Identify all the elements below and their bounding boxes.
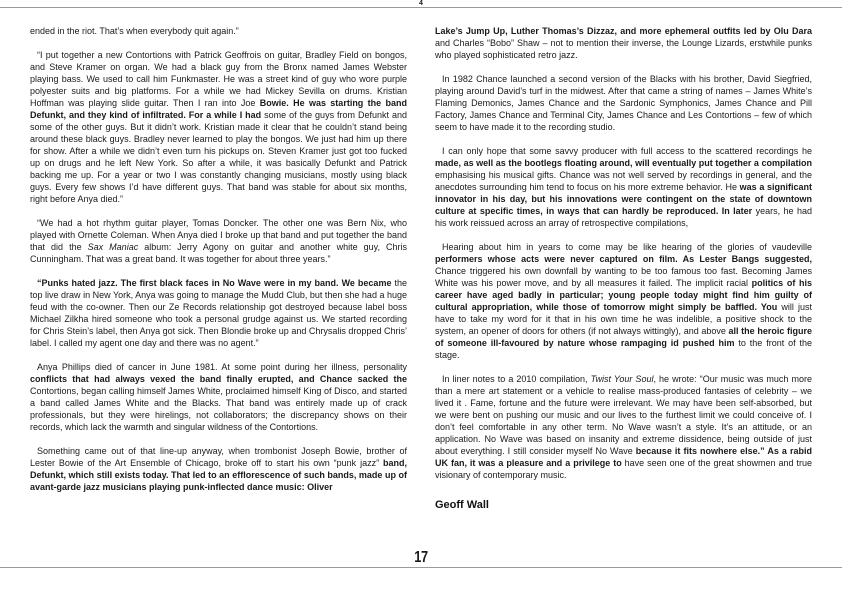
bold-text-run: Lake’s Jump Up, Luther Thomas’s Dizzaz, and more ephemeral outfits led by Olu Dara: [435, 26, 812, 36]
right-text-column: [435, 25, 812, 511]
text-run: have seen one of the great showmen and true visionary of contemporary music.: [435, 458, 812, 480]
paragraph: [435, 145, 812, 229]
text-run: Anya Phillips died of cancer in June 1981. At some point during her illness, personality: [37, 362, 407, 372]
text-run: In 1982 Chance launched a second version of the Blacks with his brother, David Siegfried, playing around David’s turf in the midwest. After that came a string of names – James White’s Flaming Demonics, James Chance and the Sardonic Symphonics, James Chance and Pill Factory, James Chance and Terminal City, James Chance and Les Contortions – few of which seem to have made it to the recording studio.: [435, 74, 812, 132]
text-run: album: Jerry Agony on guitar and another white guy, Chris Cunningham. That was a great band. It was together for about three years.”: [30, 242, 407, 264]
left-text-column: [30, 25, 407, 505]
paragraph: [30, 277, 407, 349]
text-run: Something came out of that line-up anyway, when trombonist Joseph Bowie, brother of Lester Bowie of the Art Ensemble of Chicago, broke off to start his own “punk jazz”: [30, 446, 407, 468]
text-run: ended in the riot. That’s when everybody quit again.”: [30, 26, 239, 36]
bold-text-run: because it fits nowhere else.” As a rabid UK fan, it was a pleasure and a privilege to: [435, 446, 812, 468]
text-run: will just have to take my word for it that in his own time he was indelible, a positive shock to the system, an opener of doors for others (if not always wittingly), and above: [435, 302, 812, 336]
paragraph: [435, 73, 812, 133]
text-run: and Charles “Bobo” Shaw – not to mention their inverse, the Lounge Lizards, erstwhile punks who played sophisticated retro jazz.: [435, 38, 812, 60]
bold-text-run: politics of his career have aged badly in particular; young people today might find him guilty of cultural appropriation, while those of tomorrow might simply be baffled. You: [435, 278, 812, 312]
text-run: In liner notes to a 2010 compilation,: [442, 374, 591, 384]
text-run: , he wrote: “Our music was much more than a mere art statement or a vehicle to realise mass-produced fantasies of celebrity – we lived it . Fame, fortune and the future were irrelevant. We may have been self-absorbed, but we were bent on pushing our music and our lives to the furthest limit we could conceive of. I don’t feel comfortable in any other term. No Wave wasn’t a style. It’s an attitude, or an application. No Wave was based on insanity and extreme dissidence, being outside of just about everything. I still consider myself No Wave: [435, 374, 813, 456]
text-run: Chance triggered his own downfall by wanting to be too famous too fast. Becoming James White was his power move, and by all measures it failed. The implicit racial: [435, 266, 812, 288]
paragraph: [435, 373, 812, 481]
bold-text-run: performers whose acts were never captured on film. As Lester Bangs suggested,: [435, 254, 812, 264]
bold-text-run: all the heroic figure of someone ill-favoured by nature whose rampaging id pushed him: [435, 326, 812, 348]
text-run: I can only hope that some savvy producer with full access to the scattered recordings he: [442, 146, 812, 156]
bold-text-run: made, as well as the bootlegs floating around, will eventually put together a compilation: [435, 158, 812, 168]
text-run: “We had a hot rhythm guitar player, Tomas Doncker. The other one was Bern Nix, who played with Ornette Coleman. When Anya died I broke up that band and put together the band that did the: [30, 218, 407, 252]
top-page-marker: 4: [419, 0, 423, 7]
paragraph: [30, 361, 407, 433]
bold-text-run: band, Defunkt, which still exists today. That led to an efflorescence of such bands, made up of avant-garde jazz musicians playing punk-inflected dance music: Oliver: [30, 458, 407, 492]
page-number: 17: [414, 549, 428, 566]
bold-text-run: was a significant innovator in his day, but his innovations were contingent on the state of downtown culture at specific times, in ways that can hardly be reproduced. In later: [435, 182, 812, 216]
paragraph: [30, 445, 407, 493]
bottom-frame-line: [0, 567, 842, 595]
text-run: some of the guys from Defunkt and some of the other guys. But it didn’t work. Kristian made it clear that he couldn’t stand being around these black guys. Bradley never learned to play the bongos. We just had him up there for show. After a while we didn’t even turn his pickups on. Steven Kramer just got too fucked up on drugs and he left New York. So after a while, it was basically Defunkt and Patrick backing me up. For a year or two I was constantly changing musicians, mostly using black guys. Every few shows I’d have different guys. That band was stable for about six months, right before Anya died.”: [30, 110, 407, 204]
bold-text-run: “Punks hated jazz. The first black faces in No Wave were in my band. We became: [37, 278, 392, 288]
author-signature: Geoff Wall: [435, 499, 489, 511]
bold-text-run: conflicts that had always vexed the band finally erupted, and Chance sacked the: [30, 374, 407, 384]
italic-title: Sax Maniac: [87, 242, 139, 252]
text-run: “I put together a new Contortions with Patrick Geoffrois on guitar, Bradley Field on bongos, and Steve Kramer on organ. We had a black guy from the Bronx named James Webster playing bass. We used to call him Funkmaster. He was a street kind of guy who wore purple polyester suits and big platforms. For a while we had Mickey Sevilla on drums. Kristian Hoffman was playing slide guitar. Then I ran into Joe: [30, 50, 407, 108]
text-run: the top live draw in New York, Anya was going to manage the Mudd Club, but then she had a huge feud with the co-owner. Then our Ze Records relationship got destroyed because label boss Michael Zilkha hired someone who took a personal grudge against us. We started recording for Chris Stein’s label, then Anya got sick. Then Blondie broke up and Chrysalis dropped Chris’ label. I called my agent one day and there was no agent.”: [30, 278, 407, 348]
text-run: Contortions, began calling himself James White, proclaimed himself King of Disco, and started a band called James White and the Blacks. That band was entirely made up of crack professionals, but they were hirelings, not collaborators; the discrepancy shows on their records, which lack the warmth and singular wildness of the Contortions.: [30, 386, 407, 432]
paragraph: [435, 241, 812, 361]
paragraph: [30, 49, 407, 205]
paragraph: [435, 25, 812, 61]
paragraph: [30, 25, 407, 37]
italic-title: Twist Your Soul: [590, 374, 654, 384]
text-run: to the front of the stage.: [435, 338, 812, 360]
paragraph: [30, 217, 407, 265]
text-run: years, he had his work reissued across an array of retrospective compilations,: [435, 206, 812, 228]
text-run: emphasising his musical gifts. Chance was not well served by recordings in general, and the anecdotes surrounding him tend to focus on his more extreme behavior. He: [435, 170, 812, 192]
text-run: Hearing about him in years to come may be like hearing of the glories of vaudeville: [442, 242, 812, 252]
bold-text-run: Bowie. He was starting the band Defunkt, and they kind of infiltrated. For a while I had: [30, 98, 407, 120]
